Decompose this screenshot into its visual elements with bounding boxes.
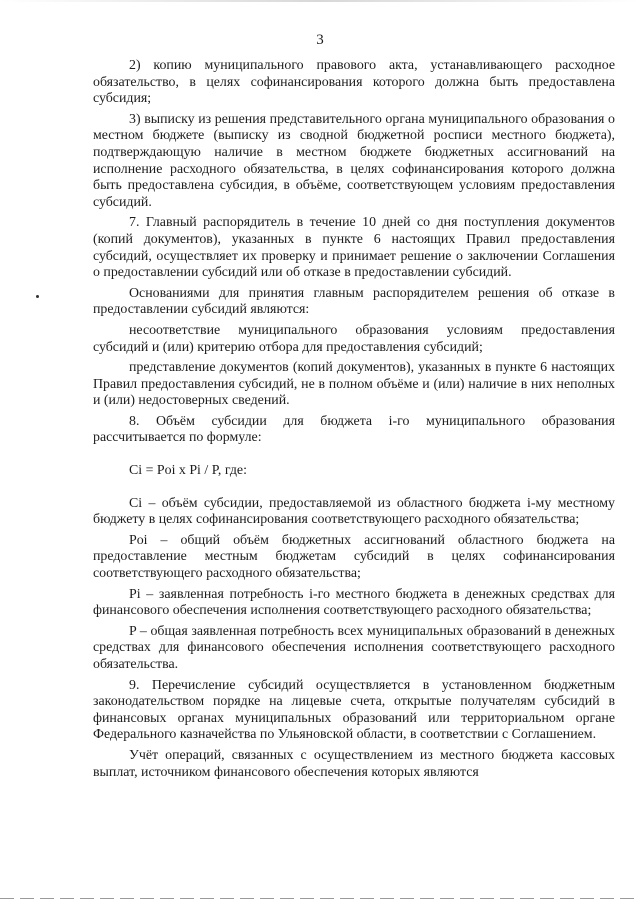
paragraph-refusal-grounds: Основаниями для принятия главным распорядителем решения об отказе в предоставлении субсидий являются: bbox=[93, 285, 615, 318]
scan-speck bbox=[36, 295, 39, 298]
definition-poi: Poi – общий объём бюджетных ассигнований областного бюджета на предоставление местным бюджетам субсидий в целях софинансирования соответствующего расходного обязательства; bbox=[93, 532, 615, 582]
scan-edge-top bbox=[0, 0, 640, 2]
subsidy-formula: Ci = Poi x Pi / P, где: bbox=[129, 463, 247, 479]
scan-edge-bottom bbox=[0, 898, 640, 899]
definition-p: P – общая заявленная потребность всех муниципальных образований в денежных средствах для финансового обеспечения исполнения соответствующего расходного обязательства. bbox=[93, 623, 615, 672]
paragraph-refusal-ground-2: представление документов (копий документов), указанных в пункте 6 настоящих Правил предоставления субсидий, не в полном объёме и (или) наличие в них неполных и (или) недостоверных сведений. bbox=[93, 360, 615, 409]
paragraph-refusal-ground-1: несоответствие муниципального образования условиям предоставления субсидий и (или) критерию отбора для предоставления субсидий; bbox=[93, 322, 615, 355]
definition-pi: Pi – заявленная потребность i-го местного бюджета в денежных средствах для финансового обеспечения исполнения соответствующего расходного обязательства; bbox=[93, 586, 615, 619]
definition-ci: Ci – объём субсидии, предоставляемой из областного бюджета i-му местному бюджету в целях софинансирования соответствующего расходного обязательства; bbox=[93, 495, 615, 528]
paragraph-clause-7: 7. Главный распорядитель в течение 10 дней со дня поступления документов (копий документов), указанных в пункте 6 настоящих Правил предоставления субсидий, осуществляет их проверку и принимает решение о заключении Соглашения о предоставлении субсидий или об отказе в предоставлении субсидий. bbox=[93, 215, 615, 281]
paragraph-item-3-budget-extract: 3) выписку из решения представительного органа муниципального образования о местном бюджете (выписку из сводной бюджетной росписи местного бюджета), подтверждающую наличие в местном бюджете бюджетных ассигнований на исполнение расходного обязательства, в целях софинансирования которого должна быть предоставлена субсидия, в объёме, соответствующем условиям предоставления субсидий. bbox=[93, 111, 615, 210]
paragraph-clause-8: 8. Объём субсидии для бюджета i-го муниципального образования рассчитывается по формуле: bbox=[93, 413, 615, 446]
page-number: 3 bbox=[316, 32, 324, 48]
paragraph-accounting-operations: Учёт операций, связанных с осуществлением из местного бюджета кассовых выплат, источником финансового обеспечения которых являются bbox=[93, 747, 615, 780]
paragraph-item-2-copy-act: 2) копию муниципального правового акта, устанавливающего расходное обязательство, в целях софинансирования которого должна быть предоставлена субсидия; bbox=[93, 58, 615, 107]
paragraph-clause-9: 9. Перечисление субсидий осуществляется в установленном бюджетным законодательством порядке на лицевые счета, открытые получателям субсидий в финансовых органах муниципальных образований или территориальном органе Федерального казначейства по Ульяновской области, в соответствии с Соглашением. bbox=[93, 677, 615, 743]
document-body bbox=[93, 58, 615, 785]
